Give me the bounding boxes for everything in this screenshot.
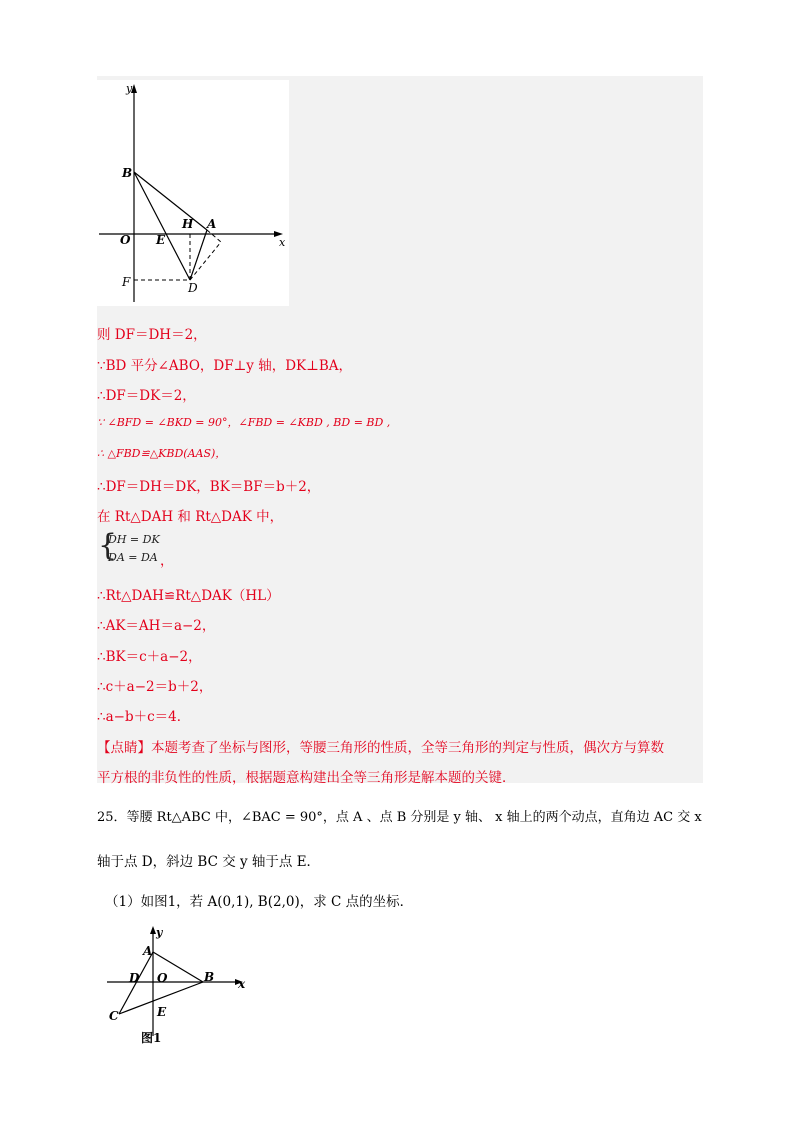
label-h: H [182,217,194,231]
dianjing-tag: 【点睛】 [97,740,151,756]
label-d: D [129,971,140,985]
solution-line-6: ∴DF＝DH＝DK，BK＝BF＝b＋2， [97,479,321,495]
label-x: x [279,236,286,249]
solution-line-7: 在 Rt△DAH 和 Rt△DAK 中， [97,509,284,525]
dianjing-text-1: 本题考查了坐标与图形，等腰三角形的性质，全等三角形的判定与性质，偶次方与算数 [151,740,664,756]
dianjing-line-1 [97,736,664,756]
solution-line-11: ∴c＋a−2＝b＋2， [97,679,213,695]
segment-ad [190,230,207,280]
label-y: y [126,82,133,95]
solution-line-10: ∴BK＝c＋a−2， [97,649,202,665]
segment-dk-dashed [190,242,221,280]
solution-line-2: ∵BD 平分∠ABO，DF⊥y 轴，DK⊥BA， [97,358,353,374]
solution-line-5: ∴ △FBD≌△KBD(AAS)， [97,447,227,460]
label-e: E [157,1005,167,1019]
label-c: C [109,1009,119,1023]
dianjing-line-2: 平方根的非负性的性质，根据题意构建出全等三角形是解本题的关键． [97,770,516,786]
label-o: O [120,233,131,247]
figure-caption: 图1 [141,1031,162,1045]
solution-line-8: ∴Rt△DAH≌Rt△DAK（HL） [97,588,280,604]
label-d: D [188,281,198,295]
solution-line-1: 则 DF＝DH＝2， [97,327,207,343]
label-o: O [157,971,168,985]
label-e: E [156,233,166,247]
solution-line-9: ∴AK＝AH＝a−2， [97,618,216,634]
system-tail: ， [160,553,174,569]
solution-line-12: ∴a−b＋c＝4． [97,709,191,725]
problem-line-1: 25．等腰 Rt△ABC 中，∠BAC = 90°，点 A 、点 B 分别是 y 轴、 x 轴上的两个动点，直角边 AC 交 x [97,810,702,825]
label-y: y [156,926,163,939]
problem-part-1: （1）如图1，若 A(0,1), B(2,0)，求 C 点的坐标． [105,894,414,910]
label-a: A [143,944,153,958]
problem-line-2: 轴于点 D，斜边 BC 交 y 轴于点 E． [97,854,321,870]
figure-geometry-top [97,80,289,306]
label-b: B [204,970,215,984]
figure-geometry-bottom [105,924,250,1050]
system-brace: { [98,528,118,563]
label-b: B [122,166,133,180]
label-f: F [122,275,131,289]
solution-line-4: ∵ ∠BFD = ∠BKD = 90°，∠FBD = ∠KBD , BD = BD , [97,416,391,429]
label-a: A [207,217,217,231]
label-x: x [238,977,246,991]
system-row-1: DH = DK [108,533,160,546]
segment-ba [134,172,207,230]
solution-line-3: ∴DF＝DK＝2， [97,388,196,404]
segment-ak-dashed [207,230,221,242]
system-row-2: DA = DA [108,551,158,564]
